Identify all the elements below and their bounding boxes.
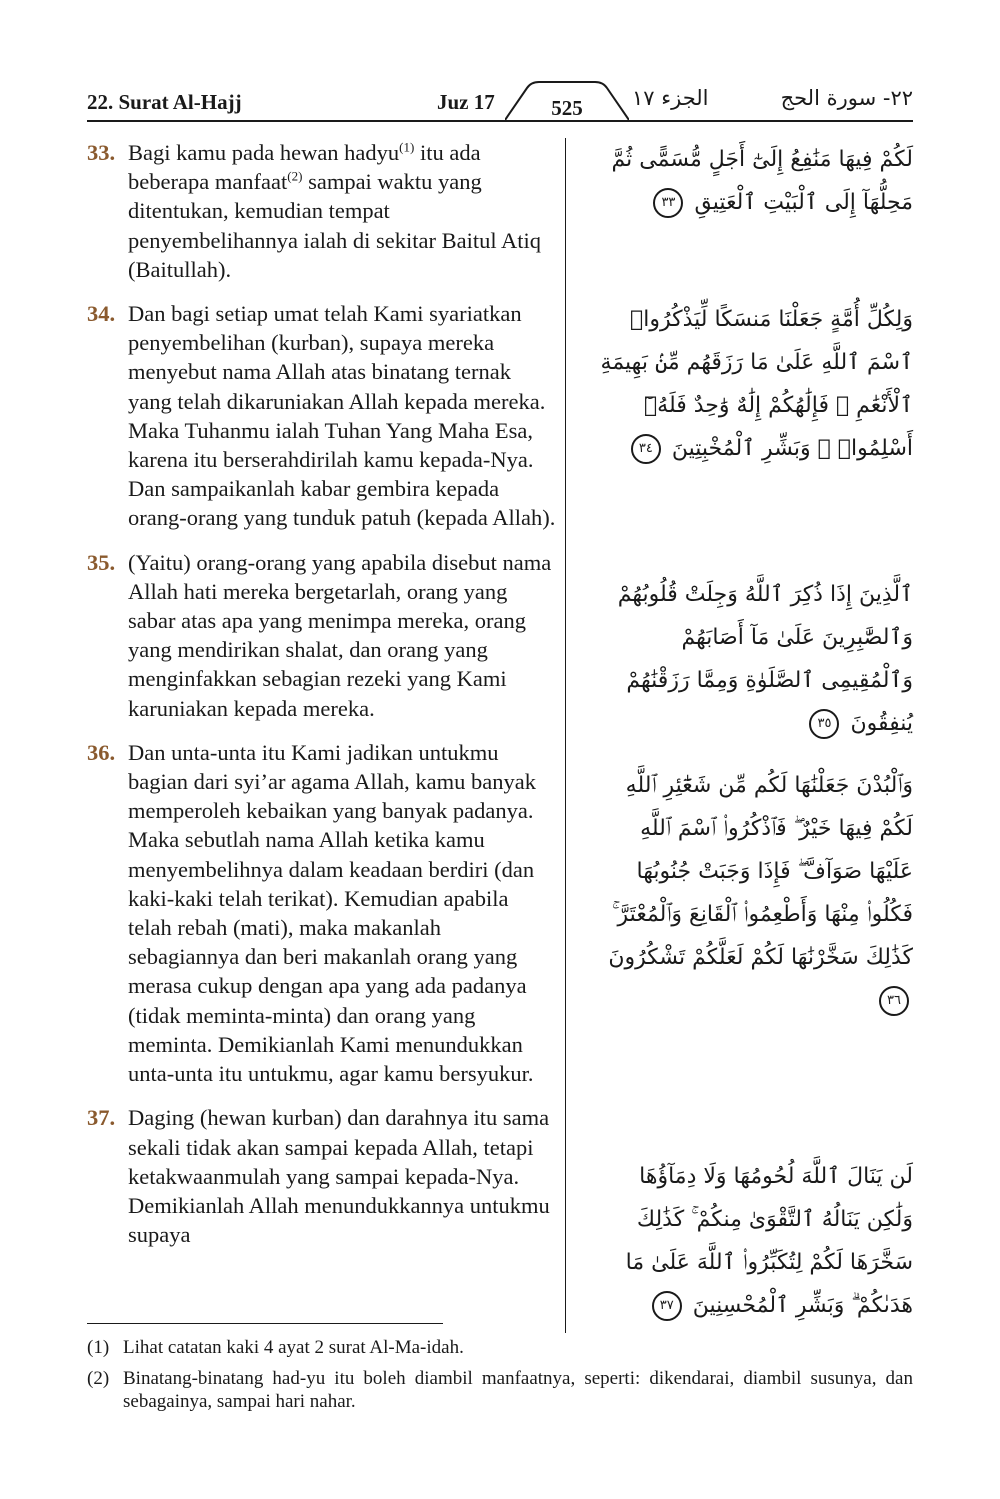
verse-text: (Yaitu) orang-orang yang apabila disebut nama Allah hati mereka bergetarlah, orang yang sabar atas apa yang menimpa mereka, orang yang mendirikan shalat, dan orang yang menginfakkan sebagian rezeki yang Kami karuniakan kepada mereka.: [128, 549, 552, 721]
header-rule: [87, 120, 913, 122]
ayah-end-marker: ٣٣: [653, 188, 683, 218]
arabic-verse-34: وَلِكُلِّ أُمَّةٍ جَعَلْنَا مَنسَكًا لِّيَذْكُرُوا۟ ٱسْمَ ٱللَّهِ عَلَىٰ مَا رَزَقَهُم مِّنۢ بَهِيمَةِ ٱلْأَنْعَٰمِ ۗ فَإِلَٰهُكُمْ إِلَٰهٌ وَٰحِدٌ فَلَهُۥٓ أَسْلِمُوا۟ ۗ وَبَشِّرِ ٱلْمُخْبِتِينَ ٣٤: [600, 298, 913, 470]
translation-column: [87, 138, 557, 1264]
verse-33: [87, 138, 557, 284]
column-divider: [565, 138, 566, 1333]
verse-number: 37.: [87, 1105, 116, 1131]
verse-35: [87, 548, 557, 723]
verse-text: Dan unta-unta itu Kami jadikan untukmu bagian dari syi’ar agama Allah, kamu banyak memperoleh kebaikan yang banyak padanya. Maka sebutlah nama Allah ketika kamu menyembelihnya dalam keadaan berdiri (dan kaki-kaki telah terikat). Kemudian apabila telah rebah (mati), maka makanlah sebagiannya dan beri makanlah orang yang merasa cukup dengan apa yang ada padanya (tidak meminta-minta) dan orang yang meminta. Demikianlah Kami menundukkan unta-unta itu untukmu, agar kamu bersyukur.: [128, 739, 536, 1087]
footnote-rule: [87, 1323, 443, 1324]
surah-label-arabic: ٢٢- سورة الحج: [780, 86, 913, 110]
page-header: [87, 80, 913, 128]
footnote-2: [87, 1367, 913, 1413]
footnote-number: (1): [87, 1337, 110, 1358]
arabic-verse-35: ٱلَّذِينَ إِذَا ذُكِرَ ٱللَّهُ وَجِلَتْ قُلُوبُهُمْ وَٱلصَّٰبِرِينَ عَلَىٰ مَآ أَصَابَهُمْ وَٱلْمُقِيمِى ٱلصَّلَوٰةِ وَمِمَّا رَزَقْنَٰهُمْ يُنفِقُونَ ٣٥: [600, 573, 913, 745]
verse-text: Dan bagi setiap umat telah Kami syariatkan penyembelihan (kurban), supaya mereka menyebut nama Allah atas binatang ternak yang telah dikaruniakan Allah kepada mereka. Maka Tuhanmu ialah Tuhan Yang Maha Esa, karena itu berserahdirilah kamu kepada-Nya. Dan sampaikanlah kabar gembira kepada orang-orang yang tunduk patuh (kepada Allah).: [128, 301, 556, 531]
footnote-text: Binatang-binatang had-yu itu boleh diambil manfaatnya, seperti: dikendarai, diambil susunya, dan sebagainya, sampai hari nahar.: [123, 1368, 913, 1412]
footnote-1: [87, 1336, 913, 1359]
verse-text: Bagi kamu pada hewan hadyu$^{(1)}$ itu ada beberapa manfaat$^{(2)}$ sampai waktu yang ditentukan, kemudian tempat penyembelihannya ialah di sekitar Baitul Atiq (Baitullah).: [128, 139, 542, 282]
verse-36: [87, 738, 557, 1088]
surah-label: 22. Surat Al-Hajj: [87, 90, 242, 114]
verse-text: Daging (hewan kurban) dan darahnya itu sama sekali tidak akan sampai kepada Allah, tetapi ketakwaanmulah yang sampai kepada-Nya. Demikianlah Allah menundukkannya untukmu supaya: [128, 1105, 550, 1248]
ayah-end-marker: ٣٧: [652, 1291, 682, 1321]
verse-34: [87, 299, 557, 533]
arabic-verse-36: وَٱلْبُدْنَ جَعَلْنَٰهَا لَكُم مِّن شَعَٰٓئِرِ ٱللَّهِ لَكُمْ فِيهَا خَيْرٌ ۖ فَٱذْكُرُوا۟ ٱسْمَ ٱللَّهِ عَلَيْهَا صَوَآفَّ ۖ فَإِذَا وَجَبَتْ جُنُوبُهَا فَكُلُوا۟ مِنْهَا وَأَطْعِمُوا۟ ٱلْقَانِعَ وَٱلْمُعْتَرَّ ۚ كَذَٰلِكَ سَخَّرْنَٰهَا لَكُمْ لَعَلَّكُمْ تَشْكُرُونَ ٣٦: [600, 764, 913, 1022]
footnote-ref[interactable]: (2): [287, 168, 303, 184]
arabic-verse-37: لَن يَنَالَ ٱللَّهَ لُحُومُهَا وَلَا دِمَآؤُهَا وَلَٰكِن يَنَالُهُ ٱلتَّقْوَىٰ مِنكُمْ ۚ كَذَٰلِكَ سَخَّرَهَا لَكُمْ لِتُكَبِّرُوا۟ ٱللَّهَ عَلَىٰ مَا هَدَىٰكُمْ ۗ وَبَشِّرِ ٱلْمُحْسِنِينَ ٣٧: [600, 1155, 913, 1327]
verse-number: 34.: [87, 301, 116, 327]
juz-label: Juz 17: [437, 90, 495, 114]
page-number: 525: [551, 96, 583, 120]
footnote-text: Lihat catatan kaki 4 ayat 2 surat Al-Ma-idah.: [123, 1337, 464, 1358]
verse-number: 33.: [87, 140, 116, 165]
arabic-verse-33: لَكُمْ فِيهَا مَنَٰفِعُ إِلَىٰٓ أَجَلٍ مُّسَمًّى ثُمَّ مَحِلُّهَآ إِلَى ٱلْبَيْتِ ٱلْعَتِيقِ ٣٣: [600, 138, 913, 224]
verse-number: 35.: [87, 549, 116, 575]
footnotes: [87, 1336, 913, 1421]
footnote-ref[interactable]: (1): [399, 139, 415, 155]
footnote-number: (2): [87, 1368, 110, 1389]
verse-number: 36.: [87, 739, 116, 765]
ayah-end-marker: ٣٦: [879, 986, 909, 1016]
juz-label-arabic: الجزء ١٧: [632, 86, 709, 110]
ayah-end-marker: ٣٥: [809, 709, 839, 739]
ayah-end-marker: ٣٤: [631, 434, 661, 464]
verse-37: [87, 1103, 557, 1249]
